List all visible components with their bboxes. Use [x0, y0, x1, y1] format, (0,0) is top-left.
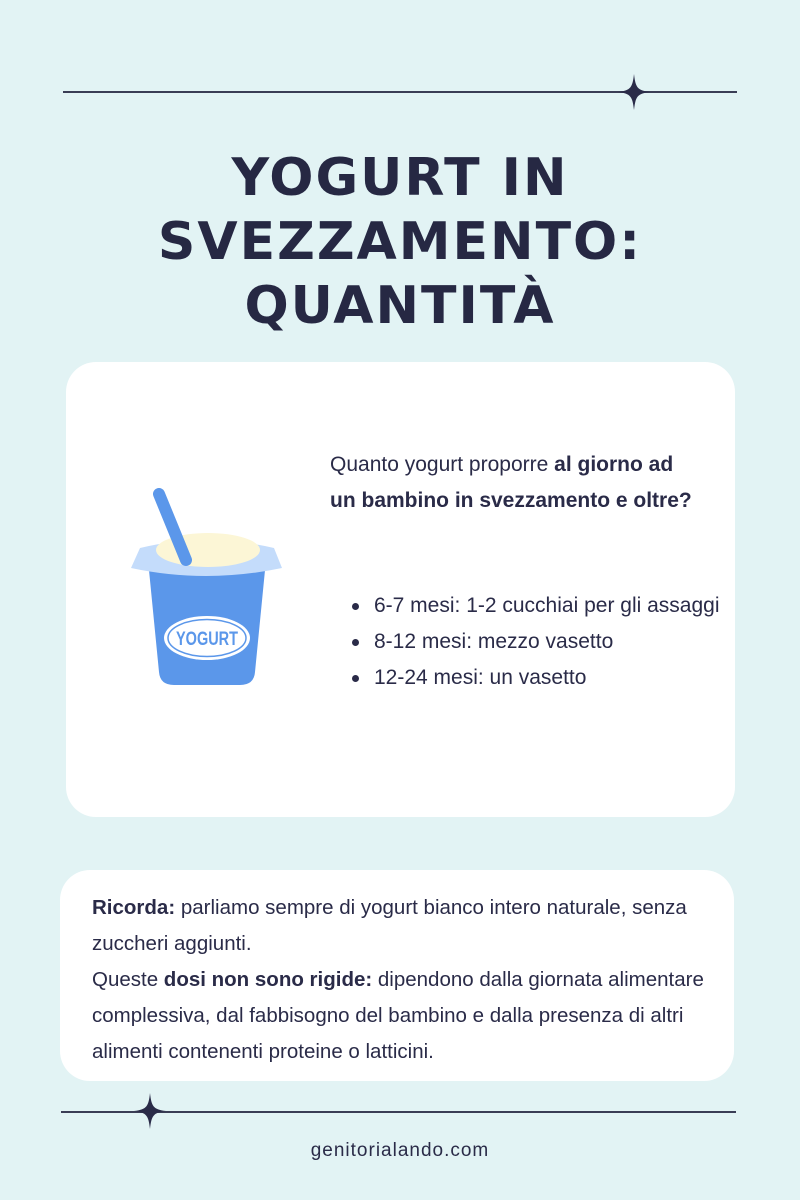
dosi-text: dipendono dalla giornata alimentare complessiva, dal fabbisogno del bambino e dalla presenza di altri alimenti contenenti proteine o latticini.: [92, 968, 704, 1063]
question-text: [330, 447, 700, 519]
sparkle-icon: [134, 1093, 166, 1129]
list-item: 12-24 mesi: un vasetto: [374, 660, 734, 696]
title-line-2: SVEZZAMENTO:: [157, 212, 643, 272]
quantity-card: [66, 362, 735, 817]
queste-prefix: Queste: [92, 968, 164, 991]
list-item: 6-7 mesi: 1-2 cucchiai per gli assaggi: [374, 588, 734, 624]
question-intro: Quanto yogurt proporre: [330, 453, 555, 476]
yogurt-cup-label: YOGURT: [176, 629, 239, 650]
dosi-label: dosi non sono rigide:: [163, 968, 373, 991]
list-item: 8-12 mesi: mezzo vasetto: [374, 624, 734, 660]
ricorda-label: Ricorda:: [92, 896, 176, 919]
sparkle-icon: [618, 74, 650, 110]
footer-site: genitorialando.com: [310, 1140, 490, 1161]
reminder-card: [60, 870, 734, 1081]
question-emphasis: al giorno ad un bambino in svezzamento e oltre?: [330, 453, 692, 512]
ricorda-text: parliamo sempre di yogurt bianco intero naturale, senza zuccheri aggiunti.: [92, 896, 687, 955]
yogurt-cup-icon: [128, 488, 286, 688]
title-line-3: QUANTITÀ: [244, 276, 556, 336]
reminder-text: [92, 890, 712, 1070]
page-title: [0, 146, 800, 338]
title-line-1: YOGURT IN: [231, 148, 569, 208]
dose-list: [330, 588, 734, 696]
